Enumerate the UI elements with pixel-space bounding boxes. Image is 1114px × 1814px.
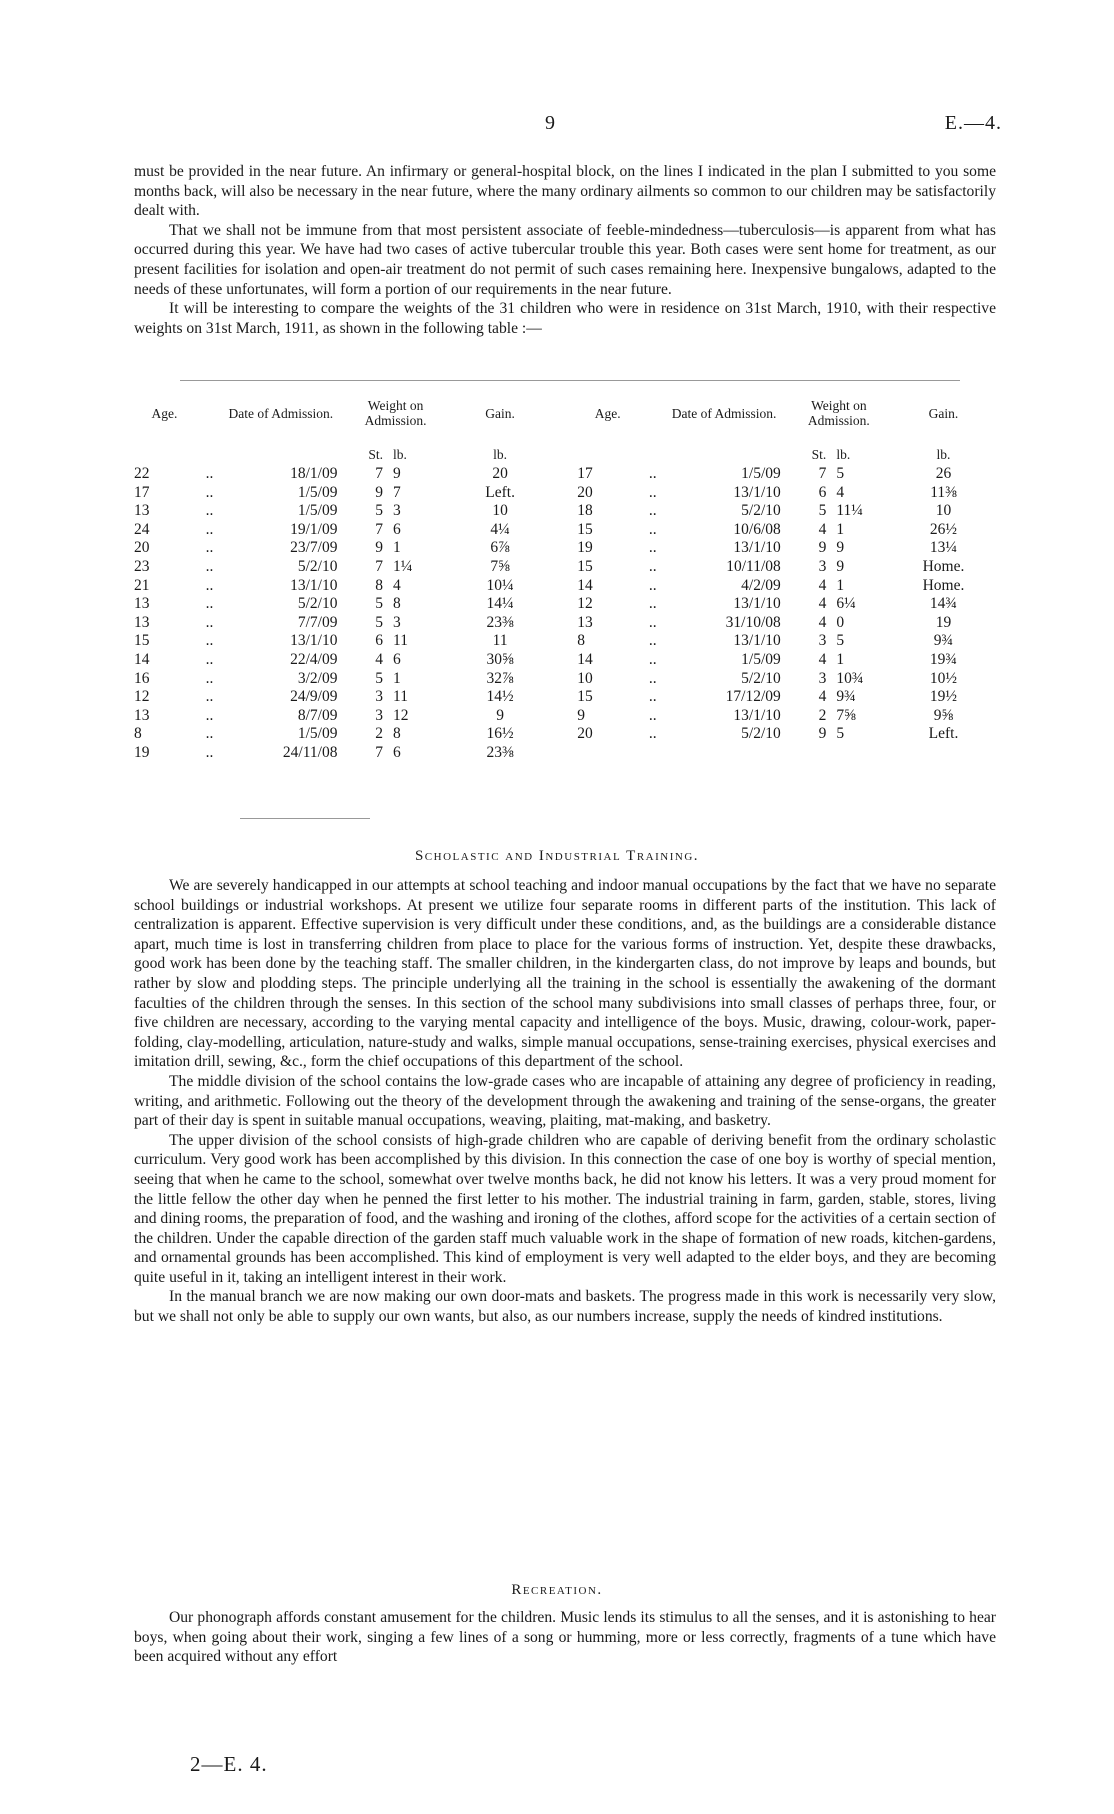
cell-weight-st: 5: [375, 502, 384, 520]
table-body: [130, 443, 1000, 763]
cell-weight-lb: 9¾: [836, 688, 856, 706]
table-row: [130, 521, 1000, 540]
cell-date: 4/2/09: [741, 576, 781, 594]
cell-weight-lb: 12: [393, 706, 409, 724]
cell-date: 10/6/08: [733, 520, 781, 538]
cell-date: 8/7/09: [297, 706, 338, 724]
table-row: [130, 651, 1000, 670]
cell-weight-st: 7: [375, 465, 384, 482]
cell-date: 7/7/09: [297, 613, 338, 631]
cell-date: 1/5/09: [741, 465, 781, 482]
cell-weight-lb: 1: [393, 669, 401, 687]
cell-gain: Home.: [922, 576, 965, 594]
page-number: 9: [545, 112, 555, 134]
table-row: [130, 707, 1000, 726]
unit-gain: lb.: [936, 447, 951, 463]
header-age: Age.: [594, 405, 621, 421]
cell-leader: ..: [205, 725, 214, 743]
cell-age: 13: [134, 613, 150, 631]
cell-gain: 13¼: [929, 539, 958, 557]
cell-weight-st: 7: [375, 743, 384, 761]
cell-weight-lb: 4: [393, 576, 401, 594]
cell-weight-st: 9: [375, 539, 384, 557]
signature-mark: 2—E. 4.: [190, 1752, 268, 1776]
cell-age: 19: [134, 743, 150, 761]
header-gain: Gain.: [485, 405, 515, 421]
cell-weight-lb: 1: [836, 576, 845, 594]
cell-age: 12: [134, 688, 150, 706]
cell-weight-st: 5: [375, 669, 384, 687]
cell-age: 13: [577, 613, 593, 631]
cell-date: 1/5/09: [297, 725, 338, 743]
cell-weight-st: 4: [818, 688, 827, 706]
cell-weight-lb: 9: [836, 539, 845, 557]
cell-weight-st: 6: [375, 632, 384, 650]
cell-weight-st: 5: [375, 613, 384, 631]
unit-gain: lb.: [493, 447, 508, 463]
cell-gain: 9: [496, 706, 504, 724]
cell-weight-lb: 7: [393, 483, 401, 501]
unit-lb: lb.: [393, 447, 407, 463]
cell-leader: ..: [648, 576, 657, 594]
cell-age: 10: [577, 669, 593, 687]
cell-date: 13/1/10: [733, 539, 781, 557]
cell-weight-lb: 6: [393, 743, 401, 761]
paragraph: The middle division of the school contains the low-grade cases who are incapable of attaining any degree of proficiency in reading, writing, and arithmetic. Following out the theory of the development through the awakening and training of the sense-organs, the greater part of their day is spent in suitable manual occupations, weaving, plaiting, mat-making, and basketry.: [134, 1072, 996, 1130]
cell-weight-st: 3: [818, 669, 827, 687]
intro-section: [134, 162, 996, 338]
table-row: [130, 670, 1000, 689]
cell-weight-lb: 5: [836, 465, 845, 482]
weights-table: [130, 383, 1000, 763]
cell-weight-st: 4: [818, 595, 827, 613]
cell-leader: ..: [205, 743, 214, 761]
cell-date: 5/2/10: [741, 669, 781, 687]
cell-age: 15: [134, 632, 150, 650]
cell-leader: ..: [648, 483, 657, 501]
cell-leader: ..: [205, 669, 214, 687]
cell-weight-st: 3: [818, 632, 827, 650]
table-row: [130, 744, 1000, 763]
cell-gain: 19½: [929, 688, 958, 706]
cell-gain: 14½: [486, 688, 514, 706]
cell-weight-st: 3: [818, 557, 827, 575]
cell-gain: 19¾: [929, 650, 958, 668]
document-reference: E.—4.: [944, 112, 1002, 134]
unit-st: St.: [811, 447, 827, 463]
table-row: [130, 502, 1000, 521]
cell-weight-st: 5: [818, 502, 827, 520]
cell-leader: ..: [648, 706, 657, 724]
cell-age: 14: [577, 650, 593, 668]
cell-date: 23/7/09: [290, 539, 338, 557]
cell-gain: 20: [492, 465, 508, 482]
cell-weight-st: 9: [818, 725, 827, 743]
cell-weight-lb: 9: [393, 465, 401, 482]
cell-leader: ..: [205, 502, 214, 520]
cell-date: 1/5/09: [297, 483, 338, 501]
cell-gain: 14¼: [486, 595, 514, 613]
cell-age: 8: [134, 725, 142, 743]
table-row: [130, 632, 1000, 651]
cell-age: 20: [134, 539, 150, 557]
cell-weight-st: 3: [375, 706, 384, 724]
cell-weight-lb: 11: [393, 688, 408, 706]
cell-date: 24/11/08: [282, 743, 338, 761]
cell-weight-st: 4: [818, 613, 827, 631]
table-row: [130, 539, 1000, 558]
cell-age: 14: [134, 650, 150, 668]
cell-date: 1/5/09: [741, 650, 781, 668]
cell-gain: 19: [935, 613, 952, 631]
cell-weight-lb: 5: [836, 725, 845, 743]
section-title-scholastic: Scholastic and Industrial Training.: [414, 848, 700, 864]
cell-date: 13/1/10: [290, 576, 338, 594]
cell-leader: ..: [648, 613, 657, 631]
cell-leader: ..: [648, 520, 657, 538]
cell-leader: ..: [648, 539, 657, 557]
paragraph: Our phonograph affords constant amusement for the children. Music lends its stimulus to all the senses, and it is astonishing to hear boys, when going about their work, singing a few lines of a song or humming, more or less correctly, fragments of a tune which have been acquired without any effort: [134, 1609, 996, 1666]
cell-weight-st: 4: [818, 576, 827, 594]
unit-st: St.: [368, 447, 384, 463]
cell-gain: Left.: [928, 725, 959, 743]
table-row: [130, 595, 1000, 614]
cell-gain: 26: [935, 465, 952, 482]
paragraph: In the manual branch we are now making our own door-mats and baskets. The progress made in this work is necessarily very slow, but we shall not only be able to supply our own wants, but also, as our numbers increase, supply the needs of kindred institutions.: [134, 1288, 996, 1326]
cell-weight-lb: 11¼: [836, 502, 863, 520]
cell-gain: 10¼: [486, 576, 514, 594]
cell-weight-lb: 7⅝: [836, 706, 856, 724]
table-top-rule: [180, 380, 960, 381]
table-row: [130, 688, 1000, 707]
cell-date: 13/1/10: [733, 483, 781, 501]
cell-date: 5/2/10: [297, 557, 338, 575]
cell-weight-lb: 3: [393, 502, 401, 520]
cell-leader: ..: [648, 650, 657, 668]
cell-gain: 23⅜: [486, 743, 514, 761]
cell-date: 13/1/10: [290, 632, 338, 650]
cell-weight-st: 8: [375, 576, 384, 594]
cell-weight-lb: 5: [836, 632, 845, 650]
cell-leader: ..: [205, 520, 214, 538]
cell-date: 18/1/09: [290, 465, 338, 482]
paragraph: That we shall not be immune from that most persistent associate of feeble-mindedness—tuberculosis—is apparent from what has occurred during this year. We have had two cases of active tubercular trouble this year. Both cases were sent home for treatment, as our present facilities for isolation and open-air treatment do not permit of such cases remaining here. Inexpensive bungalows, adapted to the needs of these unfortunates, will form a portion of our requirements in the near future.: [134, 221, 996, 298]
scholastic-section: [134, 876, 996, 1327]
cell-weight-lb: 6¼: [836, 595, 856, 613]
table-row: [130, 465, 1000, 484]
cell-date: 17/12/09: [725, 688, 781, 706]
cell-leader: ..: [648, 688, 657, 706]
cell-age: 22: [134, 465, 150, 482]
cell-age: 15: [577, 557, 593, 575]
cell-age: 18: [577, 502, 593, 520]
cell-date: 22/4/09: [290, 650, 338, 668]
cell-leader: ..: [648, 669, 657, 687]
cell-leader: ..: [205, 557, 214, 575]
cell-gain: 9⅝: [933, 706, 954, 724]
cell-age: 13: [134, 502, 150, 520]
cell-age: 14: [577, 576, 593, 594]
recreation-section: [134, 1608, 996, 1667]
cell-weight-st: 9: [818, 539, 827, 557]
cell-gain: 4¼: [490, 520, 510, 538]
cell-leader: ..: [648, 465, 657, 482]
cell-gain: 11: [492, 632, 508, 650]
cell-gain: 6⅞: [490, 539, 510, 557]
cell-age: 13: [134, 595, 150, 613]
cell-weight-lb: 1: [836, 650, 845, 668]
cell-weight-lb: 0: [836, 613, 845, 631]
cell-weight-lb: 1: [836, 520, 845, 538]
table-row: [130, 558, 1000, 577]
cell-date: 10/11/08: [726, 557, 781, 575]
cell-weight-lb: 1¼: [393, 557, 413, 575]
cell-weight-lb: 10¾: [836, 669, 864, 687]
page-header: [0, 112, 1114, 142]
cell-weight-st: 2: [818, 706, 827, 724]
paragraph: The upper division of the school consists of high-grade children who are capable of deriving benefit from the ordinary scholastic curriculum. Very good work has been accomplished by this division. In this connection the case of one boy is worthy of special mention, seeing that when he came to the school, somewhat over twelve months back, he did not know his letters. It was a very proud moment for the little fellow the other day when he penned the first letter to his mother. The industrial training in farm, garden, stable, stores, living and dining rooms, the preparation of food, and the washing and ironing of the clothes, afford scope for the activities of a certain section of the children. Under the capable direction of the garden staff much valuable work in the shape of formation of new roads, kitchen-gardens, and ornamental grounds has been accomplished. This kind of employment is very well adapted to the elder boys, and they are becoming quite useful in it, taking an intelligent interest in their work.: [134, 1131, 996, 1286]
cell-date: 13/1/10: [733, 632, 781, 650]
cell-weight-st: 4: [375, 650, 384, 668]
header-date: Date of Admission.: [228, 405, 334, 421]
cell-weight-st: 4: [818, 650, 827, 668]
cell-weight-lb: 9: [836, 557, 845, 575]
cell-age: 21: [134, 576, 150, 594]
header-weight: Weight on Admission.: [364, 398, 427, 428]
cell-weight-st: 7: [375, 557, 384, 575]
table-row: [130, 614, 1000, 633]
cell-leader: ..: [205, 576, 214, 594]
cell-age: 8: [577, 632, 586, 650]
paragraph: must be provided in the near future. An infirmary or general-hospital block, on the lines I indicated in the plan I submitted to you some months back, will also be necessary in the near future, where the many ordinary ailments so common to our children may be satisfactorily dealt with.: [134, 163, 996, 220]
cell-gain: 26½: [929, 520, 958, 538]
cell-weight-st: 7: [818, 465, 827, 482]
cell-date: 31/10/08: [725, 613, 781, 631]
cell-leader: ..: [205, 688, 214, 706]
cell-weight-st: 9: [375, 483, 384, 501]
unit-lb: lb.: [836, 447, 851, 463]
section-divider: [240, 818, 370, 819]
cell-age: 13: [134, 706, 150, 724]
cell-age: 24: [134, 520, 150, 538]
cell-leader: ..: [648, 595, 657, 613]
cell-date: 5/2/10: [741, 502, 781, 520]
table-row: [130, 484, 1000, 503]
cell-date: 13/1/10: [733, 595, 781, 613]
cell-leader: ..: [205, 632, 214, 650]
cell-weight-st: 5: [375, 595, 384, 613]
header-gain: Gain.: [928, 405, 959, 421]
cell-age: 15: [577, 688, 593, 706]
cell-weight-lb: 6: [393, 650, 401, 668]
cell-weight-st: 3: [375, 688, 384, 706]
header-age: Age.: [151, 405, 178, 421]
cell-gain: Left.: [485, 483, 515, 501]
cell-age: 16: [134, 669, 150, 687]
cell-age: 9: [577, 706, 586, 724]
cell-age: 23: [134, 557, 150, 575]
units-row: [130, 443, 1000, 465]
cell-weight-st: 6: [818, 483, 827, 501]
cell-weight-st: 7: [375, 520, 384, 538]
cell-weight-st: 2: [375, 725, 384, 743]
cell-gain: 7⅝: [490, 557, 510, 575]
cell-date: 5/2/10: [297, 595, 338, 613]
cell-weight-lb: 6: [393, 520, 401, 538]
cell-gain: 16½: [486, 725, 514, 743]
cell-leader: ..: [205, 483, 214, 501]
cell-gain: 9¾: [933, 632, 954, 650]
cell-gain: 32⅞: [486, 669, 514, 687]
cell-leader: ..: [205, 465, 214, 482]
cell-gain: 11⅜: [930, 483, 957, 501]
section-title-recreation: Recreation.: [511, 1582, 603, 1598]
header-weight: Weight on Admission.: [807, 398, 870, 428]
cell-leader: ..: [648, 557, 657, 575]
cell-weight-st: 4: [818, 520, 827, 538]
cell-gain: 30⅝: [486, 650, 514, 668]
cell-gain: 14¾: [929, 595, 958, 613]
cell-weight-lb: 1: [393, 539, 401, 557]
cell-age: 20: [577, 725, 593, 743]
cell-gain: 10: [935, 502, 952, 520]
cell-date: 5/2/10: [741, 725, 781, 743]
cell-weight-lb: 3: [393, 613, 401, 631]
cell-age: 17: [577, 465, 593, 482]
cell-date: 19/1/09: [290, 520, 338, 538]
cell-age: 12: [577, 595, 593, 613]
cell-date: 1/5/09: [297, 502, 338, 520]
cell-age: 17: [134, 483, 150, 501]
cell-leader: ..: [648, 632, 657, 650]
paragraph: We are severely handicapped in our attempts at school teaching and indoor manual occupations by the fact that we have no separate school buildings or industrial workshops. At present we utilize four separate rooms in different parts of the institution. This lack of centralization is apparent. Effective supervision is very difficult under these conditions, and, as the buildings are a considerable distance apart, much time is lost in transferring children from place to place for the various forms of instruction. Yet, despite these drawbacks, good work has been done by the teaching staff. The smaller children, in the kindergarten class, do not improve by leaps and bounds, but rather by slow and plodding steps. The principle underlying all the training in the school is essentially the awakening of the dormant faculties of the children through the senses. In this section of the school many subdivisions into small classes of perhaps three, four, or five children are necessary, according to the varying mental capacity and intelligence of the boys. Music, drawing, colour-work, paper-folding, clay-modelling, articulation, nature-study and walks, simple manual occupations, sense-training exercises, physical exercises and imitation drill, sewing, &c., form the chief occupations of this department of the school.: [134, 877, 996, 1071]
cell-gain: Home.: [922, 557, 965, 575]
cell-gain: 23⅜: [486, 613, 514, 631]
cell-age: 20: [577, 483, 593, 501]
header-date: Date of Admission.: [671, 405, 777, 421]
cell-leader: ..: [205, 539, 214, 557]
cell-weight-lb: 8: [393, 595, 401, 613]
cell-leader: ..: [648, 725, 657, 743]
cell-leader: ..: [205, 613, 214, 631]
cell-weight-lb: 8: [393, 725, 401, 743]
cell-date: 13/1/10: [733, 706, 781, 724]
table-header: [130, 383, 1000, 443]
cell-leader: ..: [205, 595, 214, 613]
cell-age: 15: [577, 520, 593, 538]
cell-leader: ..: [648, 502, 657, 520]
cell-weight-lb: 11: [393, 632, 408, 650]
cell-weight-lb: 4: [836, 483, 845, 501]
cell-gain: 10½: [929, 669, 958, 687]
cell-leader: ..: [205, 706, 214, 724]
cell-age: 19: [577, 539, 593, 557]
cell-leader: ..: [205, 650, 214, 668]
table-row: [130, 577, 1000, 596]
table-row: [130, 725, 1000, 744]
cell-date: 3/2/09: [297, 669, 338, 687]
cell-date: 24/9/09: [290, 688, 338, 706]
cell-gain: 10: [492, 502, 508, 520]
paragraph: It will be interesting to compare the weights of the 31 children who were in residence on 31st March, 1910, with their respective weights on 31st March, 1911, as shown in the following table :—: [134, 300, 996, 337]
